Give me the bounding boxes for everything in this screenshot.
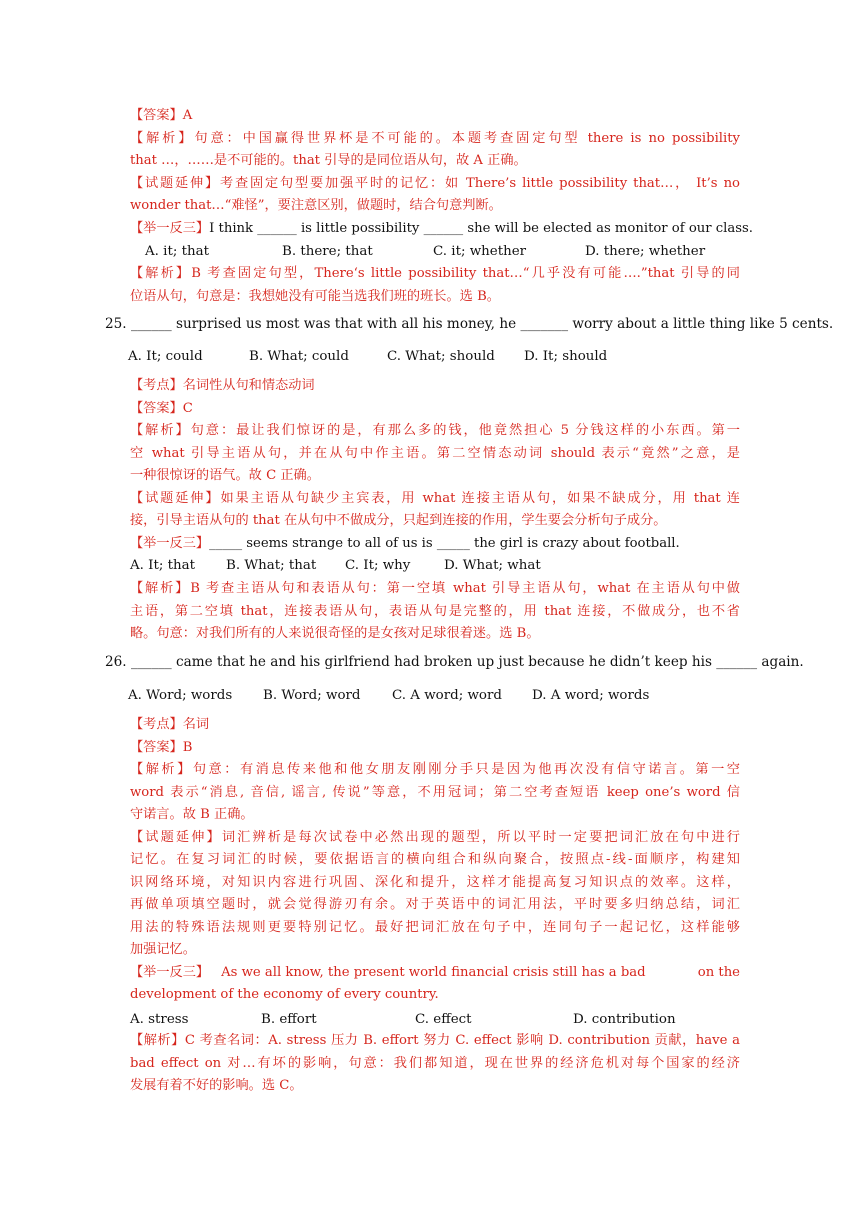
example-text: As we all know, the present world financial crisis still has a bad <box>221 964 646 980</box>
analysis-line: 【解析】句意：有消息传来他和他女朋友刚刚分手只是因为他再次没有信守诺言。第一空 <box>130 762 740 777</box>
extension-line: 【试题延伸】考查固定句型要加强平时的记忆：如 There’s little possibility that…， It’s no <box>130 175 740 191</box>
analysis-line: 守诺言。故 B 正确。 <box>130 807 254 822</box>
option-a: A. stress <box>130 1012 189 1027</box>
question-25: 25. ______ surprised us most was that with all his money, he _______ worry about a little thing like 5 cents. <box>105 316 834 332</box>
option-b: B. there; that <box>282 244 373 259</box>
analysis-line: bad effect on 对…有坏的影响，句意：我们都知道，现在世界的经济危机对每个国家的经济 <box>130 1055 740 1071</box>
q25-answer-block <box>130 375 740 555</box>
option-d: D. there; whether <box>585 244 706 259</box>
example-prompt <box>130 218 753 241</box>
point: 【考点】名词 <box>130 717 210 732</box>
option-b: B. effort <box>261 1012 317 1027</box>
analysis-line: that …，……是不可能的。that 引导的是同位语从句，故 A 正确。 <box>130 153 527 168</box>
option-d: D. It; should <box>524 349 608 364</box>
example-label: 【举一反三】 <box>130 535 210 551</box>
example-text: _____ seems strange to all of us is _____ the girl is crazy about football. <box>209 535 680 551</box>
q26-answer-block <box>130 714 740 1007</box>
example-text: development of the economy of every country. <box>130 987 439 1002</box>
option-a: A. It; that <box>130 558 195 573</box>
analysis-line: word 表示“消息, 音信, 谣言, 传说”等意，不用冠词；第二空考查短语 keep one’s word 信 <box>130 784 740 800</box>
analysis-line: 略。句意：对我们所有的人来说很奇怪的是女孩对足球很着迷。选 B。 <box>130 626 540 641</box>
analysis-line: 空 what 引导主语从句，并在从句中作主语。第二空情态动词 should 表示“竟然”之意，是 <box>130 445 740 461</box>
extension-line: 加强记忆。 <box>130 942 196 957</box>
answer: 【答案】B <box>130 739 193 755</box>
analysis-line: 位语从句，句意是：我想她没有可能当选我们班的班长。选 B。 <box>130 288 500 304</box>
option-c: C. A word; word <box>392 688 502 703</box>
option-c: C. What; should <box>387 349 495 364</box>
option-b: B. Word; word <box>263 688 361 703</box>
analysis-line: 【解析】句意：中国赢得世界杯是不可能的。本题考查固定句型 there is no possibility <box>130 130 740 146</box>
example-prompt <box>130 962 740 985</box>
analysis-line: 发展有着不好的影响。选 C。 <box>130 1078 303 1093</box>
question-26: 26. ______ came that he and his girlfriend had broken up just because he didn’t keep his ______ again. <box>105 654 804 670</box>
q24-example-analysis <box>130 263 740 308</box>
analysis-line: 【解析】C 考查名词：A. stress 压力 B. effort 努力 C. effect 影响 D. contribution 贡献，have a <box>130 1033 740 1048</box>
option-c: C. It; why <box>345 558 411 573</box>
extension-line: wonder that…“难怪”，要注意区别，做题时，结合句意判断。 <box>130 198 502 213</box>
q26-example-analysis <box>130 1030 740 1098</box>
extension-line: 【试题延伸】词汇辨析是每次试卷中必然出现的题型，所以平时一定要把词汇放在句中进行 <box>130 829 740 845</box>
analysis-line: 【解析】B 考查固定句型，There‘s little possibility that…“几乎没有可能….”that 引导的同 <box>130 266 740 281</box>
extension-line: 识网络环境，对知识内容进行巩固、深化和提升，这样才能提高复习知识点的效率。这样， <box>130 874 740 890</box>
option-d: D. A word; words <box>532 688 650 703</box>
option-d: D. What; what <box>444 558 541 573</box>
example-label: 【举一反三】 <box>130 964 210 980</box>
extension-line: 【试题延伸】如果主语从句缺少主宾表，用 what 连接主语从句，如果不缺成分，用 that 连 <box>130 490 740 506</box>
analysis-line: 一种很惊讶的语气。故 C 正确。 <box>130 468 320 483</box>
analysis-line: 【解析】B 考查主语从句和表语从句：第一空填 what 引导主语从句，what 在主语从句中做 <box>130 581 740 596</box>
extension-line: 再做单项填空题时，就会觉得游刃有余。对于英语中的词汇用法，平时要多归纳总结，词汇 <box>130 897 740 912</box>
example-text: I think ______ is little possibility ______ she will be elected as monitor of our class. <box>209 220 753 236</box>
analysis-line: 主语，第二空填 that，连接表语从句，表语从句是完整的，用 that 连接，不做成分，也不省 <box>130 603 740 619</box>
example-prompt <box>130 533 740 556</box>
point: 【考点】名词性从句和情态动词 <box>130 378 315 393</box>
option-a: A. it; that <box>145 244 209 259</box>
example-text-end: on the <box>697 964 740 980</box>
q24-answer-block <box>130 105 753 240</box>
option-a: A. Word; words <box>128 688 233 703</box>
extension-line: 记忆。在复习词汇的时候，要依据语言的横向组合和纵向聚合，按照点-线-面顺序，构建知 <box>130 852 740 867</box>
q25-example-analysis <box>130 578 740 646</box>
answer: 【答案】A <box>130 108 193 123</box>
option-c: C. effect <box>415 1012 472 1027</box>
extension-line: 用法的特殊语法规则更要特别记忆。最好把词汇放在句子中，连同句子一起记忆，这样能够 <box>130 919 740 935</box>
example-label: 【举一反三】 <box>130 220 210 236</box>
extension-line: 接，引导主语从句的 that 在从句中不做成分，只起到连接的作用，学生要会分析句子成分。 <box>130 513 667 528</box>
option-c: C. it; whether <box>433 244 527 259</box>
answer: 【答案】C <box>130 400 193 416</box>
option-b: B. What; that <box>226 558 317 573</box>
option-d: D. contribution <box>573 1012 676 1027</box>
analysis-line: 【解析】句意：最让我们惊讶的是，有那么多的钱，他竟然担心 5 分钱这样的小东西。第一 <box>130 423 740 438</box>
option-b: B. What; could <box>249 349 349 364</box>
option-a: A. It; could <box>128 349 203 364</box>
